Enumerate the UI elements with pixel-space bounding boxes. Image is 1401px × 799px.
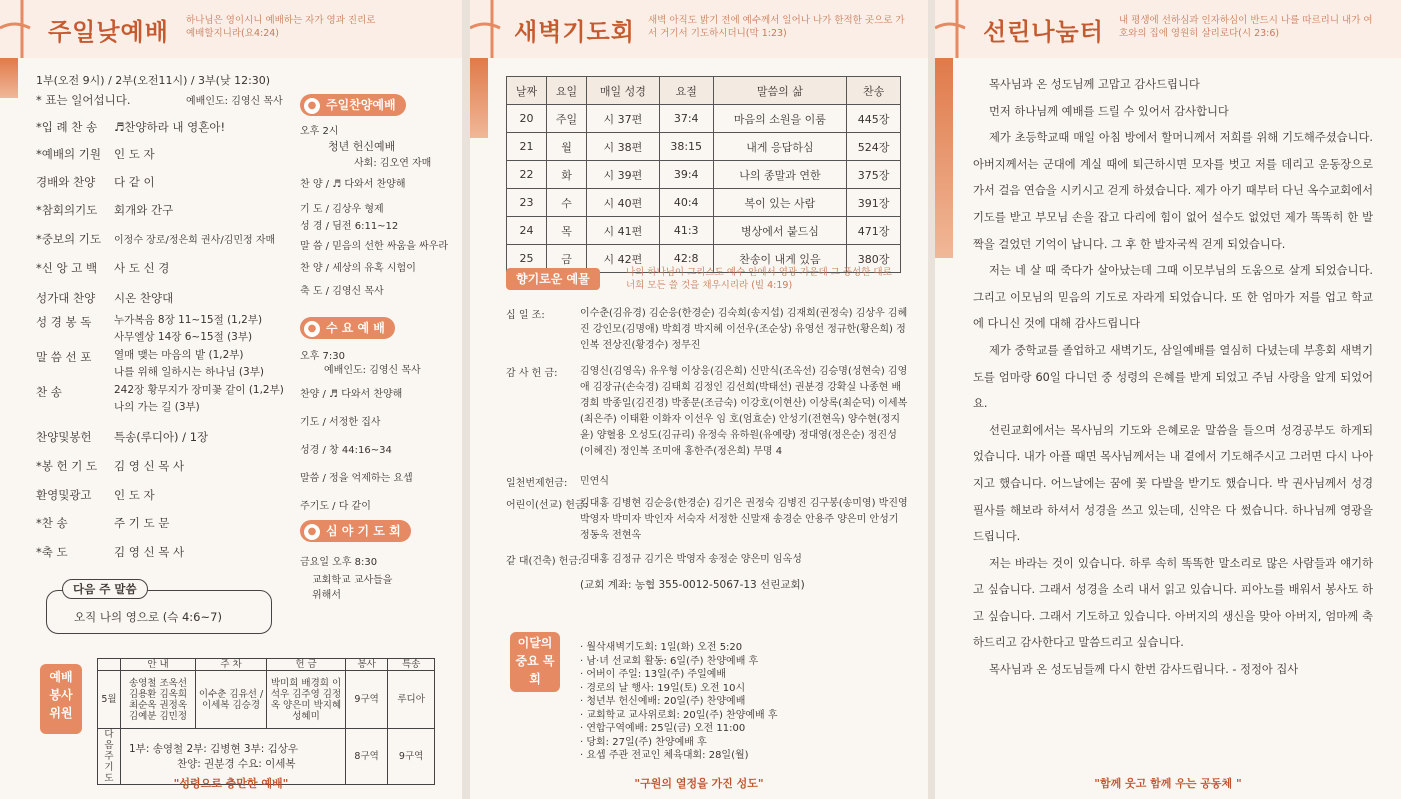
order-item xyxy=(36,290,173,306)
duty-offering: 박미희 배경희 이석우 김주영 김정옥 양은미 박지혜 성혜미 xyxy=(267,671,346,729)
table-cell: 24 xyxy=(507,217,547,245)
order-label: * 표는 일어섭니다. xyxy=(36,93,131,107)
monthly-news-label: 이달의 중요 목회 xyxy=(515,636,555,686)
offering-label: 십 일 조: xyxy=(506,310,545,321)
circle-icon: ● xyxy=(304,98,320,114)
order-label: *봉 헌 기 도 xyxy=(36,459,98,473)
order-label: *신 앙 고 백 xyxy=(36,261,98,275)
table-cell: 25 xyxy=(507,245,547,273)
table-cell: 목 xyxy=(547,217,587,245)
panel-sharing xyxy=(935,0,1401,799)
order-label: *축 도 xyxy=(36,545,68,559)
order-value: 이정수 장로/정은희 권사/김민정 자매 xyxy=(114,235,276,246)
circle-icon: ● xyxy=(304,524,320,540)
order-value-2: 나를 위해 일하시는 하나님 (3부) xyxy=(114,366,264,378)
news-item: · 연합구역예배: 25일(금) 오전 11:00 xyxy=(580,723,746,734)
table-header: 찬송 xyxy=(847,77,901,105)
duty-guide: 송영철 조옥선 김용환 김옥희 최순옥 권정옥 김예분 김민정 xyxy=(121,671,196,729)
order-value: 시온 찬양대 xyxy=(114,291,174,305)
duty-header: 봉사 xyxy=(346,659,388,671)
table-row xyxy=(507,133,901,161)
order-value: 인 도 자 xyxy=(114,147,155,161)
offering-badge: 향기로운 예물 xyxy=(506,268,600,290)
order-value: 주 기 도 문 xyxy=(114,516,170,530)
header xyxy=(470,0,928,58)
night-prayer-badge xyxy=(300,520,411,542)
offering-label: 같 대(건축) 헌금: xyxy=(506,556,582,567)
wednesday-line: 말씀 / 정을 억제하는 요셉 xyxy=(300,473,413,484)
table-cell: 시 42편 xyxy=(587,245,660,273)
table-row xyxy=(507,161,901,189)
table-cell: 시 40편 xyxy=(587,189,660,217)
duty-side-label xyxy=(40,664,82,734)
church-account: (교회 계좌: 농협 355-0012-5067-13 선린교회) xyxy=(580,579,805,591)
order-item xyxy=(36,314,262,344)
duty-header: 안 내 xyxy=(121,659,196,671)
duty-next-label: 다음주 기도 xyxy=(98,729,121,785)
testimony-essay xyxy=(973,72,1373,684)
night-desc: 교회학교 교사들을 xyxy=(312,575,393,586)
dawn-prayer-table xyxy=(506,76,901,273)
order-item xyxy=(36,231,275,247)
table-cell: 375장 xyxy=(847,161,901,189)
footer-motto: "성령으로 충만한 예배" xyxy=(173,777,289,790)
order-label: *중보의 기도 xyxy=(36,232,101,246)
order-value: 김 영 신 목 사 xyxy=(114,459,185,473)
schedule: 1부(오전 9시) / 2부(오전11시) / 3부(낮 12:30) xyxy=(36,74,271,87)
wednesday-line: 찬양 / ♬ 다와서 찬양해 xyxy=(300,389,403,400)
order-value: 242장 황무지가 장미꽃 같이 (1,2부) xyxy=(114,384,284,396)
duty-service: 9구역 xyxy=(346,671,388,729)
essay-paragraph: 저는 바라는 것이 있습니다. 하루 속히 똑똑한 말소리로 많은 사람들과 얘기하고 싶습니다. 그래서 성경을 소리 내서 읽고 있습니다. 피아노를 배워서 봉사도 하고 싶습니다. 그래서 기도하고 있습니다. 아버지의 생신을 맞아 아버지, 엄마께 축하드리고 감사한다고 말씀드리고 싶습니다. xyxy=(973,556,1373,650)
order-item xyxy=(36,119,225,135)
table-cell: 380장 xyxy=(847,245,901,273)
table-header: 매일 성경 xyxy=(587,77,660,105)
essay-paragraph: 제가 초등학교때 매일 아침 방에서 할머니께서 저희를 위해 기도해주셨습니다. 아버지께서는 군대에 계실 때에 퇴근하시면 모자를 벗고 저를 데리고 운동장으로 가서 걸음 연습을 시키시고 걷게 하셨습니다. 제가 아기 때부터 다닌 옥수교회에서 기도를 받고 부모님 손을 잡고 다리에 힘이 없어 설수도 없었던 제가 똑똑히 한 발짝을 걸었던 기억이 납니다. 그 후 한 발자국씩 걷게 되었습니다. xyxy=(973,131,1373,251)
wednesday-worship-badge xyxy=(300,317,395,339)
praise-name: 청년 헌신예배 xyxy=(328,140,396,153)
order-label: 경배와 찬양 xyxy=(36,175,96,189)
table-cell: 23 xyxy=(507,189,547,217)
next-week-text: 오직 나의 영으로 (슥 4:6~7) xyxy=(74,610,222,624)
side-strip xyxy=(935,58,953,258)
order-label: 찬양및봉헌 xyxy=(36,430,92,444)
praise-line: 성 경 / 딤전 6:11~12 xyxy=(300,221,399,232)
table-cell: 37:4 xyxy=(659,105,713,133)
order-value: 특송(루디아) / 1장 xyxy=(114,430,209,444)
essay-paragraph: 목사님과 온 성도님께 고맙고 감사드립니다 xyxy=(989,78,1200,91)
order-value: 다 같 이 xyxy=(114,175,155,189)
table-row xyxy=(507,217,901,245)
order-item xyxy=(36,544,184,560)
order-label: 말 씀 선 포 xyxy=(36,350,92,364)
praise-worship-badge xyxy=(300,94,406,116)
offering-label: 일천번제헌금: xyxy=(506,478,568,489)
table-cell: 22 xyxy=(507,161,547,189)
order-label: *예배의 기원 xyxy=(36,147,101,161)
duty-header: 헌 금 xyxy=(267,659,346,671)
badge-label: 주일찬양예배 xyxy=(326,98,396,112)
praise-line: 찬 양 / 세상의 유혹 시험이 xyxy=(300,263,416,274)
news-item: · 요셉 주관 전교인 체육대회: 28일(월) xyxy=(580,750,749,761)
table-cell: 524장 xyxy=(847,133,901,161)
table-cell: 찬송이 내게 있음 xyxy=(713,245,847,273)
duty-parking: 이수춘 김유선 / 이세복 김승경 xyxy=(196,671,267,729)
news-item: · 당회: 27일(주) 찬양예배 후 xyxy=(580,736,707,748)
order-label: *참회의기도 xyxy=(36,203,98,217)
table-header: 요절 xyxy=(659,77,713,105)
order-value: 사 도 신 경 xyxy=(114,261,170,275)
order-value-2: 나의 가는 길 (3부) xyxy=(114,401,200,413)
table-cell: 21 xyxy=(507,133,547,161)
wednesday-leader: 예배인도: 김영신 목사 xyxy=(324,365,421,376)
order-label: 성 경 봉 독 xyxy=(36,315,92,329)
news-item: · 월삭새벽기도회: 1일(화) 오전 5:20 xyxy=(580,642,743,653)
cross-icon xyxy=(935,0,983,58)
order-label: 환영및광고 xyxy=(36,488,92,502)
table-cell: 내게 응답하심 xyxy=(713,133,847,161)
table-cell: 월 xyxy=(547,133,587,161)
essay-paragraph: 제가 중학교를 졸업하고 새벽기도, 삼일예배를 열심히 다녔는데 부흥회 새벽기도를 엄마랑 60일 다니던 중 성령의 은혜를 받게 되었고 주님 사랑을 알게 되었어요. xyxy=(973,343,1373,411)
offering-label: 어린이(선교) 헌금: xyxy=(506,500,588,511)
order-item xyxy=(36,515,169,531)
table-cell: 20 xyxy=(507,105,547,133)
footer-motto: "구원의 열정을 가진 성도" xyxy=(634,777,764,790)
table-cell: 시 39편 xyxy=(587,161,660,189)
duty-next-1: 1부: 송영철 2부: 김병현 3부: 김상우 xyxy=(129,742,299,755)
offering-names: 김영신(김영옥) 유우형 이상응(김은희) 신만식(조옥선) 김승명(성현숙) 김영애 김장규(손숙경) 김태희 김정인 김선희(박태선) 권분경 강확실 나종현 배경희 박종일(김진경) 박종문(조금숙) 이강호(이현산) 이상록(최순덕) 이세복(최은주) 이태환 이화자 이선우 임 호(엄효순) 안성기(전현옥) 양수현(정지윤) 양혈용 오성도(김규리) 유정숙 유하원(유예량) 정대영(정은순) 정진성(이혜진) 정인복 조미애 홍한주(정은희) 무명 4 xyxy=(580,366,908,457)
header-verse: 내 평생에 선하심과 인자하심이 반드시 나를 따르리니 내가 여호와의 집에 영원히 살리로다(시 23:6) xyxy=(1119,15,1373,39)
page-title: 선린나눔터 xyxy=(983,18,1104,46)
essay-paragraph: 먼저 하나님께 예배를 드릴 수 있어서 감사합니다 xyxy=(989,104,1229,118)
duty-side-text: 예배봉사위원 xyxy=(49,670,73,720)
order-item xyxy=(36,487,155,503)
cross-icon xyxy=(0,0,48,58)
table-header: 말씀의 삶 xyxy=(713,77,847,105)
cross-icon xyxy=(470,0,518,58)
header xyxy=(935,0,1401,58)
duty-header: 주 차 xyxy=(196,659,267,671)
duty-next-2: 찬양: 권분경 수요: 이세복 xyxy=(177,757,296,770)
header-verse: 새벽 아직도 밝기 전에 예수께서 일어나 나가 한적한 곳으로 가서 거기서 기도하시더니(막 1:23) xyxy=(648,15,905,39)
night-time: 금요일 오후 8:30 xyxy=(300,557,378,568)
news-item: · 어버이 주일: 13일(주) 주일예배 xyxy=(580,669,727,680)
offering-verse: 나의 하나님이 그리스도 예수 안에서 영광 가운데 그 풍성한 대로 너희 모든 쓸 것을 채우시리라 (빌 4:19) xyxy=(626,267,892,291)
badge-label: 수 요 예 배 xyxy=(326,321,385,335)
duty-table xyxy=(97,658,435,785)
table-cell: 39:4 xyxy=(659,161,713,189)
duty-next-service: 8구역 xyxy=(346,729,388,785)
offering-names: 김대홍 김병현 김순응(한경순) 김기은 권정숙 김병진 김구봉(송미영) 박진영 박영자 박미자 박인자 서숙자 서정한 신말재 송경순 안용주 양은미 안성기 정동욱 전현옥 xyxy=(580,498,908,541)
table-cell: 38:15 xyxy=(659,133,713,161)
table-cell: 471장 xyxy=(847,217,901,245)
order-value: 예배인도: 김영신 목사 xyxy=(186,96,283,107)
header xyxy=(0,0,462,58)
wednesday-time: 오후 7:30 xyxy=(300,351,345,362)
order-value: 회개와 간구 xyxy=(114,203,174,217)
panel-sunday-worship xyxy=(0,0,462,799)
table-cell: 41:3 xyxy=(659,217,713,245)
order-label: *찬 송 xyxy=(36,516,68,530)
footer-motto: "함께 웃고 함께 우는 공동체 " xyxy=(1094,777,1242,790)
order-item xyxy=(36,92,283,108)
order-value-2: 사무엘상 14장 6~15절 (3부) xyxy=(114,331,253,343)
news-item: · 경로의 날 행사: 19일(토) 오전 10시 xyxy=(580,682,746,694)
table-cell: 시 37편 xyxy=(587,105,660,133)
table-cell: 445장 xyxy=(847,105,901,133)
essay-paragraph: 목사님과 온 성도님들께 다시 한번 감사드립니다. - 정정아 집사 xyxy=(989,663,1299,677)
order-value: 김 영 신 목 사 xyxy=(114,545,185,559)
table-cell: 마음의 소원을 이룸 xyxy=(713,105,847,133)
order-item xyxy=(36,384,284,414)
monthly-news-badge xyxy=(510,632,560,692)
wednesday-line: 성경 / 창 44:16~34 xyxy=(300,445,392,456)
table-cell: 40:4 xyxy=(659,189,713,217)
table-cell: 병상에서 붙드심 xyxy=(713,217,847,245)
praise-line: 축 도 / 김영신 목사 xyxy=(300,286,384,297)
table-row xyxy=(507,105,901,133)
table-cell: 주일 xyxy=(547,105,587,133)
table-cell: 391장 xyxy=(847,189,901,217)
badge-label: 심 야 기 도 회 xyxy=(326,524,401,538)
page-title: 새벽기도회 xyxy=(514,18,635,46)
praise-line: 말 씀 / 믿음의 선한 싸움을 싸우라 xyxy=(300,241,449,252)
praise-line: 찬 양 / ♬ 다와서 찬양해 xyxy=(300,179,406,190)
order-value: 열매 맺는 마음의 밭 (1,2부) xyxy=(114,349,244,361)
table-cell: 시 41편 xyxy=(587,217,660,245)
table-header: 요일 xyxy=(547,77,587,105)
duty-special: 루디아 xyxy=(388,671,435,729)
duty-next-special: 9구역 xyxy=(388,729,435,785)
monthly-news-list xyxy=(580,641,778,763)
praise-host: 사회: 김오연 자매 xyxy=(354,158,432,169)
table-cell: 시 38편 xyxy=(587,133,660,161)
offering-names: 이수춘(김유경) 김순응(한경순) 김숙희(송지섭) 김재희(권정숙) 김상우 김혜진 강인모(김명애) 박희경 박지혜 이선우(조순상) 유영선 정규한(황은희) 정인복 전상진(황경수) 정무진 xyxy=(580,308,908,351)
news-item: · 교회학교 교사위로회: 20일(주) 찬양예배 후 xyxy=(580,709,778,721)
order-item xyxy=(36,349,264,379)
offering-names: 김대홍 김정규 김기은 박영자 송정순 양은미 임옥성 xyxy=(580,554,802,565)
wednesday-line: 기도 / 서정한 집사 xyxy=(300,417,381,428)
page-title: 주일낮예배 xyxy=(48,18,169,46)
praise-line: 기 도 / 김상우 형제 xyxy=(300,204,384,215)
panel-dawn-prayer xyxy=(470,0,928,799)
news-item: · 청년부 헌신예배: 20일(주) 찬양예배 xyxy=(580,696,746,707)
table-cell: 나의 종말과 연한 xyxy=(713,161,847,189)
table-cell: 화 xyxy=(547,161,587,189)
order-label: *입 례 찬 송 xyxy=(36,120,98,134)
order-value: 누가복음 8장 11~15절 (1,2부) xyxy=(114,314,263,326)
praise-time: 오후 2시 xyxy=(300,126,339,137)
offering-names: 민연식 xyxy=(580,476,609,487)
order-item xyxy=(36,260,169,276)
table-cell: 수 xyxy=(547,189,587,217)
table-header: 날짜 xyxy=(507,77,547,105)
duty-header-empty xyxy=(98,659,121,671)
order-value: ♬찬양하라 내 영혼아! xyxy=(114,120,226,134)
header-verse: 하나님은 영이시니 예배하는 자가 영과 진리로 예배할지니라(요4:24) xyxy=(186,15,376,39)
order-item xyxy=(36,458,184,474)
table-cell: 복이 있는 사람 xyxy=(713,189,847,217)
side-strip xyxy=(0,58,18,98)
table-row xyxy=(507,189,901,217)
duty-header: 특송 xyxy=(388,659,435,671)
order-label: 성가대 찬양 xyxy=(36,291,96,305)
table-cell: 42:8 xyxy=(659,245,713,273)
offering-label: 감 사 헌 금: xyxy=(506,368,558,379)
next-week-label: 다음 주 말씀 xyxy=(62,579,148,599)
order-item xyxy=(36,174,155,190)
duty-month: 5월 xyxy=(98,671,121,729)
order-value: 인 도 자 xyxy=(114,488,155,502)
essay-paragraph: 저는 네 살 때 죽다가 살아났는데 그때 이모부님의 도움으로 살게 되었습니다. 그리고 이모님의 믿음의 기도로 자라게 되었습니다. 또 한 엄마가 저를 업고 학교에 다니신 것에 대해 감사드립니다 xyxy=(973,264,1373,331)
essay-paragraph: 선린교회에서는 목사님의 기도와 은혜로운 말씀을 들으며 성경공부도 하게되었습니다. 내가 아플 때면 목사님께서는 내 곁에서 기도해주시고 그러면 다시 나아지고 했습니다. 어느날에는 꿈에 꽃 다발을 받기도 했습니다. 박 권사님께서 성경필사를 해보라 하셔서 성경을 쓰고 있는데, 신약은 다 썼습니다. 하나님께 영광을 드립니다. xyxy=(973,423,1373,544)
side-strip xyxy=(470,58,488,138)
order-item xyxy=(36,146,155,162)
order-item xyxy=(36,202,173,218)
night-desc-2: 위해서 xyxy=(312,590,341,601)
table-cell: 금 xyxy=(547,245,587,273)
order-item xyxy=(36,429,208,445)
circle-icon: ● xyxy=(304,321,320,337)
wednesday-line: 주기도 / 다 같이 xyxy=(300,501,371,512)
news-item: · 남·녀 선교회 활동: 6일(주) 찬양예배 후 xyxy=(580,655,759,667)
order-label: 찬 송 xyxy=(36,385,62,399)
